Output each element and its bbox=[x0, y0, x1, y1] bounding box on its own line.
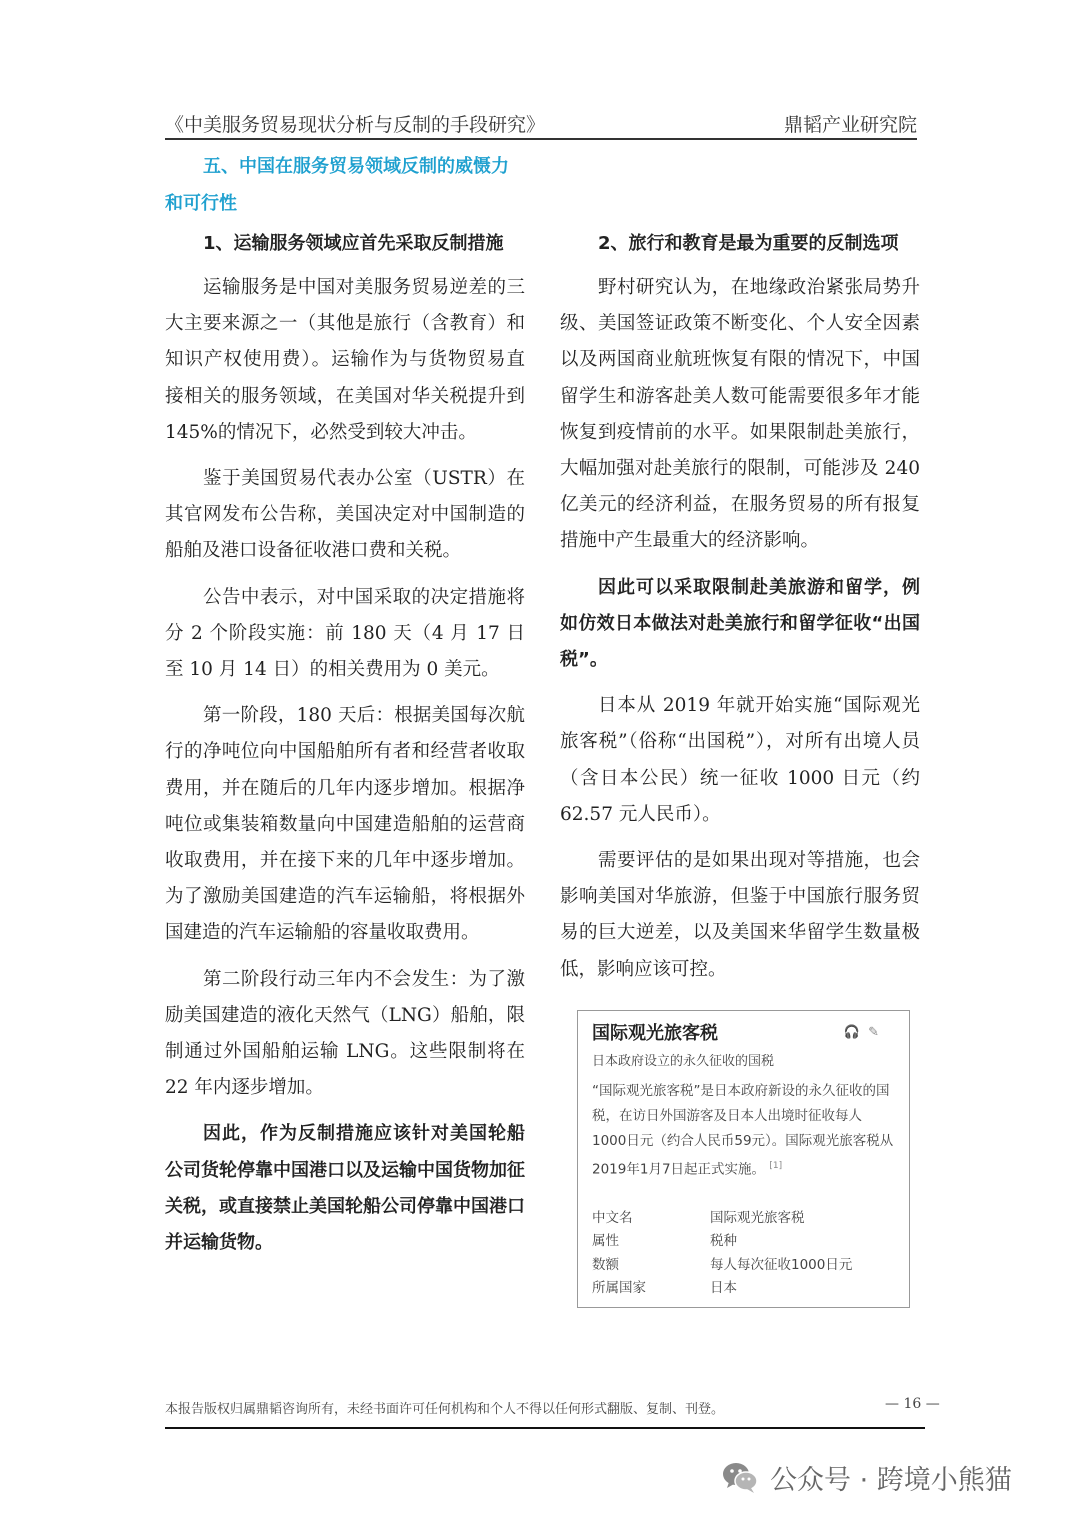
left-paragraph-3: 公告中表示，对中国采取的决定措施将分 2 个阶段实施：前 180 天（4 月 17 日至 10 月 14 日）的相关费用为 0 美元。 bbox=[165, 586, 525, 681]
card-description bbox=[592, 1079, 895, 1183]
left-paragraph-5: 第二阶段行动三年内不会发生：为了激励美国建造的液化天然气（LNG）船舶，限制通过外国船舶运输 LNG。这些限制将在 22 年内逐步增加。 bbox=[165, 968, 525, 1099]
card-title: 国际观光旅客税 bbox=[592, 1023, 718, 1044]
right-conclusion: 因此可以采取限制赴美旅游和留学，例如仿效日本做法对赴美旅行和留学征收“出国税”。 bbox=[560, 576, 920, 671]
left-paragraph-1: 运输服务是中国对美服务贸易逆差的三大主要来源之一（其他是旅行（含教育）和知识产权使用费）。运输作为与货物贸易直接相关的服务领域，在美国对华关税提升到 145%的情况下，必然受到较大冲击。 bbox=[165, 277, 525, 443]
document-title: 《中美服务贸易现状分析与反制的手段研究》 bbox=[165, 114, 546, 136]
footer-divider bbox=[165, 1427, 925, 1429]
left-column bbox=[165, 226, 525, 1271]
section-title-line2: 和可行性 bbox=[165, 193, 237, 214]
headphones-icon[interactable]: 🎧 bbox=[843, 1025, 869, 1040]
watermark bbox=[720, 1455, 1012, 1499]
watermark-text: 公众号 · 跨境小熊猫 bbox=[770, 1464, 1012, 1496]
section-title-line1: 五、中国在服务贸易领域反制的威慑力 bbox=[203, 156, 509, 177]
info-value: 日本 bbox=[710, 1280, 737, 1296]
table-row bbox=[592, 1254, 895, 1278]
card-description-text: “国际观光旅客税”是日本政府新设的永久征收的国税，在访日外国游客及日本人出境时征收每人1000日元（约合人民币59元）。国际观光旅客税从2019年1月7日起正式实施。 bbox=[592, 1083, 894, 1178]
info-value: 国际观光旅客税 bbox=[710, 1209, 805, 1226]
page-number: — 16 — bbox=[885, 1396, 940, 1412]
right-paragraph-3: 需要评估的是如果出现对等措施，也会影响美国对华旅游，但鉴于中国旅行服务贸易的巨大逆差，以及美国来华留学生数量极低，影响应该可控。 bbox=[560, 850, 920, 980]
card-subtitle: 日本政府设立的永久征收的国税 bbox=[592, 1054, 775, 1069]
header-divider bbox=[165, 138, 917, 140]
right-paragraph-1: 野村研究认为，在地缘政治紧张局势升级、美国签证政策不断变化、个人安全因素以及两国商业航班恢复有限的情况下，中国留学生和游客赴美人数可能需要很多年才能恢复到疫情前的水平。如果限制赴美旅行，大幅加强对赴美旅行的限制，可能涉及 240 亿美元的经济利益，在服务贸易的所有报复措施中产生最重大的经济影响。 bbox=[560, 277, 920, 552]
info-key: 中文名 bbox=[592, 1209, 633, 1226]
pencil-icon[interactable]: ✎ bbox=[868, 1025, 887, 1040]
section-title bbox=[165, 148, 535, 222]
organization-name: 鼎韬产业研究院 bbox=[783, 114, 917, 136]
info-key: 数额 bbox=[592, 1256, 619, 1273]
page-header bbox=[165, 108, 917, 138]
card-actions bbox=[844, 1025, 887, 1040]
table-row bbox=[592, 1230, 895, 1254]
card-info-table bbox=[592, 1207, 895, 1301]
right-paragraph-2: 日本从 2019 年就开始实施“国际观光旅客税”（俗称“出国税”），对所有出境人员（含日本公民）统一征收 1000 日元（约 62.57 元人民币）。 bbox=[560, 695, 920, 825]
info-value: 每人每次征收1000日元 bbox=[710, 1256, 853, 1273]
info-value: 税种 bbox=[710, 1233, 737, 1249]
citation-link[interactable]: [1] bbox=[769, 1161, 783, 1171]
wechat-icon bbox=[720, 1457, 760, 1497]
copyright-notice: 本报告版权归属鼎韬咨询所有，未经书面许可任何机构和个人不得以任何形式翻版、复制、刊登。 bbox=[165, 1402, 725, 1417]
right-column bbox=[560, 226, 920, 998]
encyclopedia-card bbox=[577, 1010, 910, 1308]
info-key: 所属国家 bbox=[592, 1280, 646, 1296]
left-paragraph-2: 鉴于美国贸易代表办公室（USTR）在其官网发布公告称，美国决定对中国制造的船舶及港口设备征收港口费和关税。 bbox=[165, 468, 525, 562]
left-conclusion: 因此，作为反制措施应该针对美国轮船公司货轮停靠中国港口以及运输中国货物加征关税，或直接禁止美国轮船公司停靠中国港口并运输货物。 bbox=[165, 1123, 525, 1254]
info-key: 属性 bbox=[592, 1233, 619, 1249]
table-row bbox=[592, 1207, 895, 1231]
table-row bbox=[592, 1277, 895, 1301]
left-subhead: 1、运输服务领域应首先采取反制措施 bbox=[203, 233, 504, 254]
left-paragraph-4: 第一阶段，180 天后：根据美国每次航行的净吨位向中国船舶所有者和经营者收取费用，并在随后的几年内逐步增加。根据净吨位或集装箱数量向中国建造船舶的运营商收取费用，并在接下来的几年中逐步增加。为了激励美国建造的汽车运输船，将根据外国建造的汽车运输船的容量收取费用。 bbox=[165, 705, 525, 944]
right-subhead: 2、旅行和教育是最为重要的反制选项 bbox=[598, 233, 899, 254]
